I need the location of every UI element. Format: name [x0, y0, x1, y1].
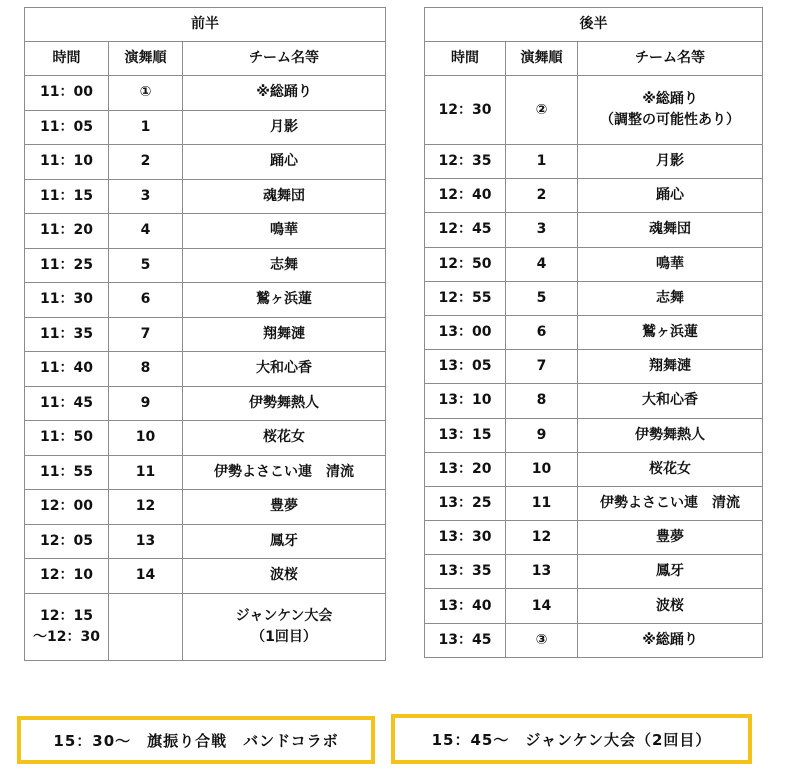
order-cell: 7 [109, 317, 183, 352]
order-cell: 9 [109, 386, 183, 421]
time-cell: 11：10 [25, 145, 109, 180]
team-cell: 鳴華 [183, 214, 386, 249]
order-cell: 5 [506, 281, 578, 315]
table-row [25, 317, 386, 352]
second-half-body [425, 8, 763, 658]
team-cell: 月影 [578, 145, 763, 179]
first-half-table [24, 7, 386, 661]
table-row [25, 145, 386, 180]
second-half-header-row [425, 42, 763, 76]
team-line-2: （調整の可能性あり） [600, 112, 741, 128]
team-cell: 鳳牙 [183, 524, 386, 559]
header-order: 演舞順 [109, 42, 183, 76]
footer-event-janken: 15：45～ ジャンケン大会（2回目） [391, 714, 752, 764]
order-cell: 9 [506, 418, 578, 452]
order-cell: 10 [109, 421, 183, 456]
team-cell: 魂舞団 [183, 179, 386, 214]
table-row [25, 283, 386, 318]
table-row [425, 418, 763, 452]
order-cell: ② [506, 76, 578, 145]
time-cell: 12：35 [425, 145, 506, 179]
table-row [425, 555, 763, 589]
table-row [25, 352, 386, 387]
first-half-title: 前半 [25, 8, 386, 42]
time-cell: 11：55 [25, 455, 109, 490]
order-cell: 7 [506, 350, 578, 384]
order-cell: ③ [506, 623, 578, 657]
team-cell: 豊夢 [183, 490, 386, 525]
time-cell: 13：40 [425, 589, 506, 623]
time-cell: 12：00 [25, 490, 109, 525]
order-cell: 11 [109, 455, 183, 490]
time-cell: 11：40 [25, 352, 109, 387]
time-cell: 11：35 [25, 317, 109, 352]
team-cell: 桜花女 [578, 452, 763, 486]
time-cell: 13：10 [425, 384, 506, 418]
time-cell: 13：00 [425, 315, 506, 349]
header-team: チーム名等 [578, 42, 763, 76]
table-row [25, 110, 386, 145]
time-cell: 13：45 [425, 623, 506, 657]
order-cell: 2 [109, 145, 183, 180]
team-cell: 鳳牙 [578, 555, 763, 589]
team-cell: 翔舞漣 [183, 317, 386, 352]
time-cell [25, 593, 109, 660]
team-cell: 魂舞団 [578, 213, 763, 247]
table-row [25, 524, 386, 559]
team-cell: 翔舞漣 [578, 350, 763, 384]
team-cell [578, 76, 763, 145]
table-row [425, 452, 763, 486]
table-row [425, 486, 763, 520]
team-cell: 鷲ヶ浜蓮 [183, 283, 386, 318]
time-cell: 12：55 [425, 281, 506, 315]
table-row [425, 247, 763, 281]
team-line-1: ※総踊り [642, 91, 698, 107]
time-cell: 12：05 [25, 524, 109, 559]
time-cell: 13：35 [425, 555, 506, 589]
order-cell [109, 593, 183, 660]
order-cell: 4 [109, 214, 183, 249]
table-row [425, 179, 763, 213]
second-half-title-row [425, 8, 763, 42]
time-cell: 13：05 [425, 350, 506, 384]
team-cell: 波桜 [578, 589, 763, 623]
time-cell: 11：50 [25, 421, 109, 456]
table-row [425, 281, 763, 315]
order-cell: 5 [109, 248, 183, 283]
team-cell: 踊心 [183, 145, 386, 180]
time-cell: 11：05 [25, 110, 109, 145]
team-cell: 志舞 [578, 281, 763, 315]
footer-event-flag-battle: 15：30～ 旗振り合戦 バンドコラボ [17, 716, 375, 764]
team-cell [183, 593, 386, 660]
time-cell: 13：20 [425, 452, 506, 486]
header-time: 時間 [25, 42, 109, 76]
header-order: 演舞順 [506, 42, 578, 76]
order-cell: 1 [109, 110, 183, 145]
team-cell: 伊勢よさこい連 清流 [183, 455, 386, 490]
first-half-header-row [25, 42, 386, 76]
table-row [425, 145, 763, 179]
team-cell: ※総踊り [578, 623, 763, 657]
team-cell: 志舞 [183, 248, 386, 283]
table-row [425, 623, 763, 657]
second-half-table [424, 7, 763, 658]
table-row [25, 179, 386, 214]
team-cell: 踊心 [578, 179, 763, 213]
table-row [425, 350, 763, 384]
table-row [25, 559, 386, 594]
order-cell: 14 [506, 589, 578, 623]
team-cell: 鳴華 [578, 247, 763, 281]
order-cell: 12 [109, 490, 183, 525]
order-cell: 11 [506, 486, 578, 520]
time-cell: 12：10 [25, 559, 109, 594]
order-cell: 2 [506, 179, 578, 213]
table-row [425, 384, 763, 418]
order-cell: 13 [506, 555, 578, 589]
order-cell: 6 [109, 283, 183, 318]
team-cell: 桜花女 [183, 421, 386, 456]
table-row-janken [25, 593, 386, 660]
header-time: 時間 [425, 42, 506, 76]
second-half-first-row [425, 76, 763, 145]
first-half-title-row [25, 8, 386, 42]
order-cell: 8 [506, 384, 578, 418]
table-row [425, 315, 763, 349]
time-line: ～12：30 [33, 628, 100, 645]
time-line: 12：15 [40, 607, 93, 624]
time-cell: 12：30 [425, 76, 506, 145]
team-cell: 豊夢 [578, 521, 763, 555]
time-cell: 11：00 [25, 76, 109, 111]
order-cell: 6 [506, 315, 578, 349]
order-cell: 13 [109, 524, 183, 559]
table-row [425, 213, 763, 247]
team-line: ジャンケン大会 [235, 607, 333, 624]
team-cell: 伊勢舞熱人 [183, 386, 386, 421]
order-cell: 1 [506, 145, 578, 179]
table-row [425, 589, 763, 623]
team-cell: 波桜 [183, 559, 386, 594]
time-cell: 13：30 [425, 521, 506, 555]
time-cell: 11：20 [25, 214, 109, 249]
time-cell: 11：30 [25, 283, 109, 318]
time-cell: 13：15 [425, 418, 506, 452]
table-row [25, 214, 386, 249]
team-cell: 伊勢よさこい連 清流 [578, 486, 763, 520]
time-cell: 11：45 [25, 386, 109, 421]
first-half-body [25, 8, 386, 661]
time-cell: 13：25 [425, 486, 506, 520]
team-cell: 伊勢舞熱人 [578, 418, 763, 452]
header-team: チーム名等 [183, 42, 386, 76]
order-cell: 3 [109, 179, 183, 214]
table-row [25, 248, 386, 283]
table-row [25, 490, 386, 525]
team-cell: ※総踊り [183, 76, 386, 111]
order-cell: 3 [506, 213, 578, 247]
team-cell: 大和心香 [578, 384, 763, 418]
time-cell: 12：45 [425, 213, 506, 247]
time-cell: 12：40 [425, 179, 506, 213]
team-cell: 大和心香 [183, 352, 386, 387]
table-row [25, 455, 386, 490]
order-cell: 14 [109, 559, 183, 594]
order-cell: 12 [506, 521, 578, 555]
table-row [25, 76, 386, 111]
team-cell: 月影 [183, 110, 386, 145]
time-cell: 11：25 [25, 248, 109, 283]
order-cell: 8 [109, 352, 183, 387]
second-half-title: 後半 [425, 8, 763, 42]
team-cell: 鷲ヶ浜蓮 [578, 315, 763, 349]
order-cell: 10 [506, 452, 578, 486]
time-cell: 12：50 [425, 247, 506, 281]
table-row [425, 521, 763, 555]
order-cell: 4 [506, 247, 578, 281]
table-row [25, 421, 386, 456]
time-cell: 11：15 [25, 179, 109, 214]
table-row [25, 386, 386, 421]
team-line: （1回目） [251, 628, 317, 645]
order-cell: ① [109, 76, 183, 111]
